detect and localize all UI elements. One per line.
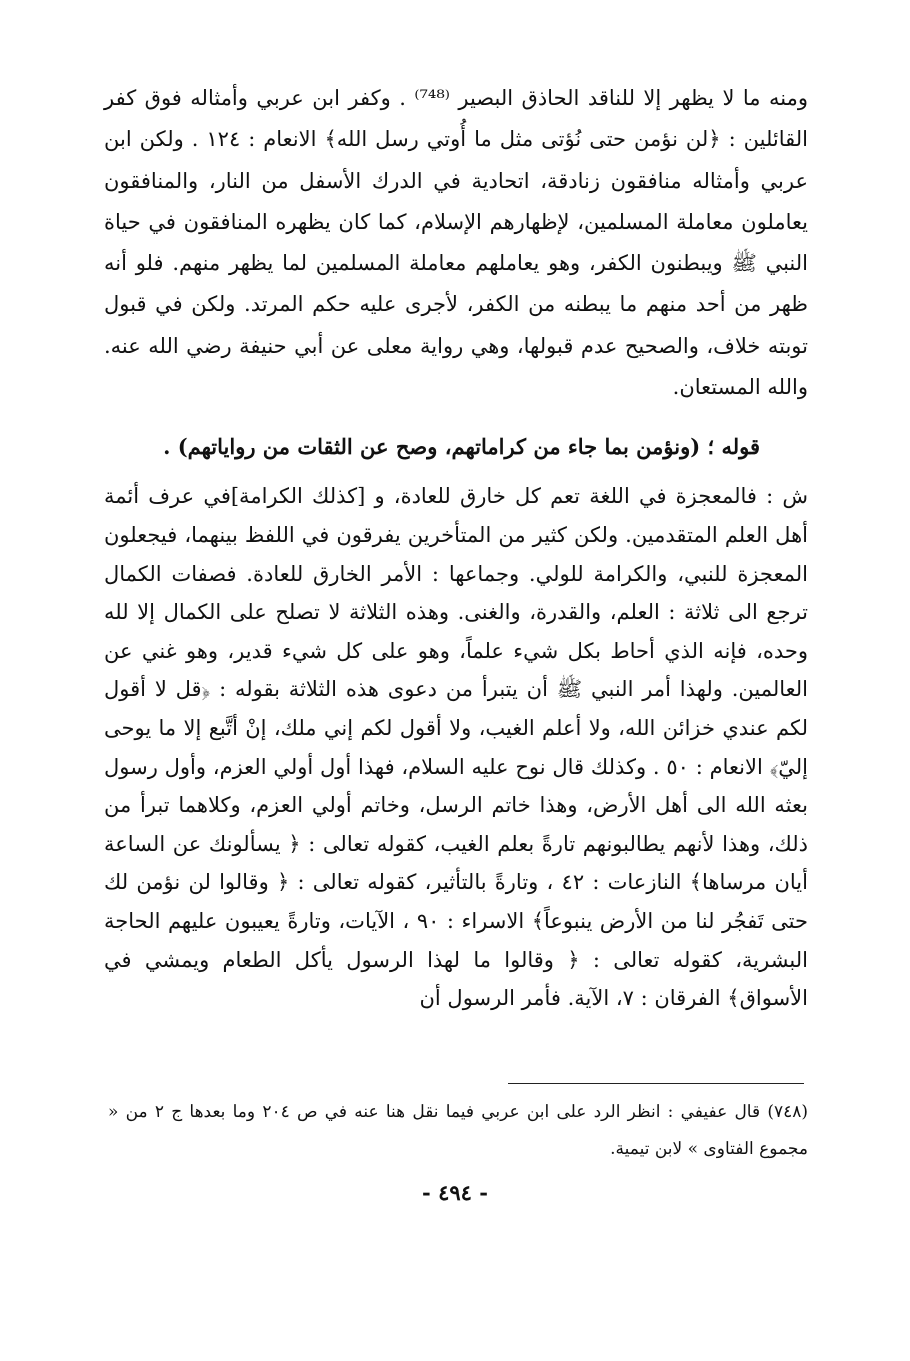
main-text-block [104, 78, 808, 1018]
page-number: - ٤٩٤ - [422, 1180, 488, 1205]
footnote-748: (٧٤٨) قال عفيفي : انظر الرد على ابن عربي فيما نقل هنا عنه في ص ٢٠٤ وما بعدها ج ٢ من « مجموع الفتاوى » لابن تيمية. [108, 1102, 808, 1159]
footnote-divider [508, 1083, 804, 1084]
paragraph-miracles: ش : فالمعجزة في اللغة تعم كل خارق للعادة، و [كذلك الكرامة]في عرف أئمة أهل العلم المتقدمين. ولكن كثير من المتأخرين يفرقون في اللفظ بينهما، فيجعلون المعجزة للنبي، والكرامة للولي. وجماعها : الأمر الخارق للعادة. فصفات الكمال ترجع الى ثلاثة : العلم، والقدرة، والغنى. وهذه الثلاثة لا تصلح على الكمال إلا لله وحده، فإنه الذي أحاط بكل شيء علماً، وهو على كل شيء قدير، وهو غني عن العالمين. ولهذا أمر النبي ﷺ أن يتبرأ من دعوى هذه الثلاثة بقوله : ﴿قل لا أقول لكم عندي خزائن الله، ولا أعلم الغيب، ولا أقول لكم إني ملك، إنْ أتَّبع إلا ما يوحى إليّ﴾ الانعام : ٥٠ . وكذلك قال نوح عليه السلام، فهذا أول أولي العزم، وأول رسول بعثه الله الى أهل الأرض، وهذا خاتم الرسل، وخاتم أولي العزم، وكلاهما تبرأ من ذلك، وهذا لأنهم يطالبونهم تارةً بعلم الغيب، كقوله تعالى : ﴿ يسألونك عن الساعة أيان مرساها﴾ النازعات : ٤٢ ، وتارةً بالتأثير، كقوله تعالى : ﴿ وقالوا لن نؤمن لك حتى تَفجُر لنا من الأرض ينبوعاً﴾ الاسراء : ٩٠ ، الآيات، وتارةً يعيبون عليهم الحاجة البشرية، كقوله تعالى : ﴿ وقالوا ما لهذا الرسول يأكل الطعام ويمشي في الأسواق﴾ الفرقان : ٧، الآية. فأمر الرسول أن [104, 484, 809, 1011]
section-heading: قوله ؛ (ونؤمن بما جاء من كراماتهم، وصح عن الثقات من رواياتهم) . [163, 434, 760, 460]
paragraph-ibn-arabi: ومنه ما لا يظهر إلا للناقد الحاذق البصير ⁽⁷⁴⁸⁾ . وكفر ابن عربي وأمثاله فوق كفر القائلين : ﴿لن نؤمن حتى نُؤتى مثل ما أُوتي رسل الله﴾ الانعام : ١٢٤ . ولكن ابن عربي وأمثاله منافقون زنادقة، اتحادية في الدرك الأسفل من النار، والمنافقون يعاملون معاملة المسلمين، لإظهارهم الإسلام، كما كان يظهره المنافقون في حياة النبي ﷺ ويبطنون الكفر، وهو يعاملهم معاملة المسلمين لما يظهر منهم. فلو أنه ظهر من أحد منهم ما يبطنه من الكفر، لأجرى عليه حكم المرتد. ولكن في قبول توبته خلاف، والصحيح عدم قبولها، وهي رواية معلى عن أبي حنيفة رضي الله عنه. والله المستعان. [104, 86, 808, 400]
